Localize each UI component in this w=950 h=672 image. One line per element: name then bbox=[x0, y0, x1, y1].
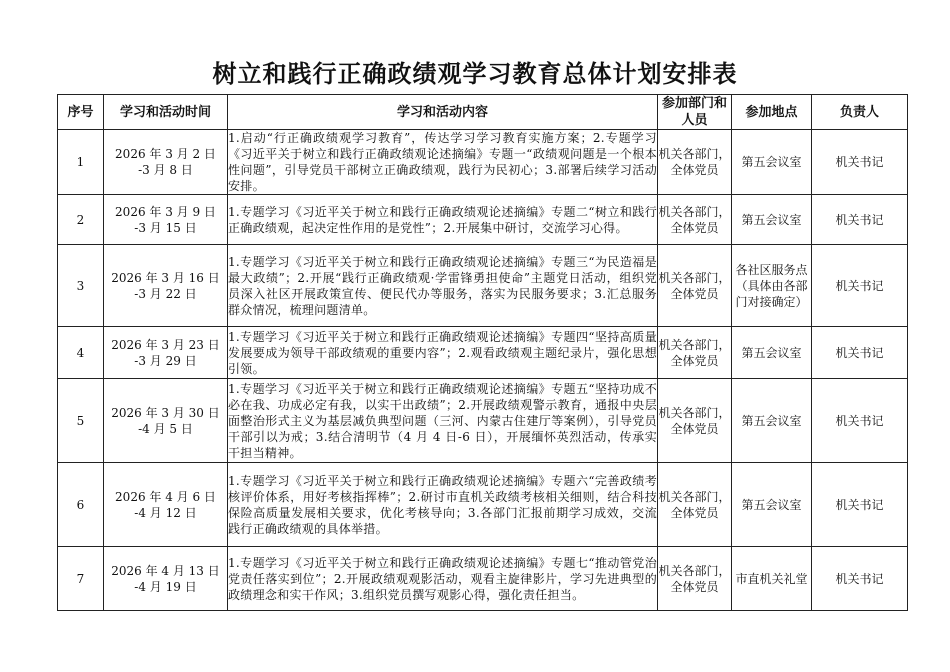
row-dept: 机关各部门，全体党员 bbox=[658, 245, 732, 327]
date-start: 2026 年 3 月 30 日 bbox=[111, 405, 220, 420]
header-place: 参加地点 bbox=[732, 95, 812, 130]
row-content: 1.专题学习《习近平关于树立和践行正确政绩观论述摘编》专题五“坚持功成不必在我、功成必定有我，以实干出政绩”；2.开展政绩观警示教育，通报中央层面整治形式主义为基层减负典型问题（三河、内蒙古住建厅等案例），引导党员干部引以为戒；3.结合清明节（4 月 4 日-6 日），开展缅怀英烈活动，传承实干担当精神。 bbox=[228, 379, 658, 463]
row-owner: 机关书记 bbox=[812, 130, 908, 195]
row-place: 第五会议室 bbox=[732, 195, 812, 245]
row-content: 1.专题学习《习近平关于树立和践行正确政绩观论述摘编》专题六“完善政绩考核评价体系，用好考核指挥棒”；2.研讨市直机关政绩考核相关细则，结合科技保险高质量发展相关要求，优化考核导向；3.各部门汇报前期学习成效，交流践行正确政绩观的具体举措。 bbox=[228, 463, 658, 547]
table-row bbox=[58, 379, 908, 463]
row-no: 1 bbox=[58, 130, 104, 195]
header-no: 序号 bbox=[58, 95, 104, 130]
header-dept: 参加部门和人员 bbox=[658, 95, 732, 130]
table-row bbox=[58, 195, 908, 245]
date-end: -3 月 15 日 bbox=[134, 220, 197, 235]
row-place: 第五会议室 bbox=[732, 379, 812, 463]
row-owner: 机关书记 bbox=[812, 463, 908, 547]
row-time bbox=[104, 130, 228, 195]
table-row bbox=[58, 245, 908, 327]
row-time bbox=[104, 547, 228, 611]
row-content: 1.专题学习《习近平关于树立和践行正确政绩观论述摘编》专题四“坚持高质量发展要成为领导干部政绩观的重要内容”；2.观看政绩观主题纪录片，强化思想引领。 bbox=[228, 327, 658, 379]
table-row bbox=[58, 327, 908, 379]
date-end: -4 月 19 日 bbox=[134, 579, 197, 594]
row-content: 1.专题学习《习近平关于树立和践行正确政绩观论述摘编》专题二“树立和践行正确政绩观，起决定性作用的是党性”；2.开展集中研讨，交流学习心得。 bbox=[228, 195, 658, 245]
date-start: 2026 年 3 月 2 日 bbox=[115, 147, 216, 161]
row-no: 2 bbox=[58, 195, 104, 245]
row-time bbox=[104, 195, 228, 245]
date-end: -4 月 12 日 bbox=[134, 505, 197, 520]
row-place: 市直机关礼堂 bbox=[732, 547, 812, 611]
row-owner: 机关书记 bbox=[812, 327, 908, 379]
row-dept: 机关各部门，全体党员 bbox=[658, 547, 732, 611]
row-time bbox=[104, 463, 228, 547]
table-row bbox=[58, 463, 908, 547]
row-dept: 机关各部门，全体党员 bbox=[658, 195, 732, 245]
row-place: 第五会议室 bbox=[732, 130, 812, 195]
date-start: 2026 年 3 月 9 日 bbox=[115, 204, 216, 219]
row-time bbox=[104, 379, 228, 463]
table-row bbox=[58, 130, 908, 195]
row-owner: 机关书记 bbox=[812, 547, 908, 611]
date-start: 2026 年 4 月 6 日 bbox=[115, 489, 216, 504]
row-place: 第五会议室 bbox=[732, 327, 812, 379]
table-header-row bbox=[58, 95, 908, 130]
page-title: 树立和践行正确政绩观学习教育总体计划安排表 bbox=[212, 59, 738, 88]
date-start: 2026 年 3 月 23 日 bbox=[111, 337, 220, 352]
row-no: 4 bbox=[58, 327, 104, 379]
row-no: 5 bbox=[58, 379, 104, 463]
row-time bbox=[104, 245, 228, 327]
row-place: 第五会议室 bbox=[732, 463, 812, 547]
row-owner: 机关书记 bbox=[812, 379, 908, 463]
date-end: -3 月 29 日 bbox=[134, 353, 197, 368]
row-place: 各社区服务点（具体由各部门对接确定） bbox=[732, 245, 812, 327]
row-dept: 机关各部门，全体党员 bbox=[658, 327, 732, 379]
date-end: -3 月 22 日 bbox=[134, 286, 197, 301]
row-dept: 机关各部门，全体党员 bbox=[658, 463, 732, 547]
header-content: 学习和活动内容 bbox=[228, 95, 658, 130]
date-end: -4 月 5 日 bbox=[138, 421, 193, 436]
header-time: 学习和活动时间 bbox=[104, 95, 228, 130]
row-dept: 机关各部门，全体党员 bbox=[658, 379, 732, 463]
plan-table bbox=[57, 94, 908, 611]
row-content: 1.启动“行正确政绩观学习教育”，传达学习学习教育实施方案；2.专题学习《习近平关于树立和践行正确政绩观论述摘编》专题一“政绩观问题是一个根本性问题”，引导党员干部树立正确政绩观，践行为民初心；3.部署后续学习活动安排。 bbox=[228, 131, 657, 193]
row-no: 6 bbox=[58, 463, 104, 547]
row-no: 7 bbox=[58, 547, 104, 611]
row-owner: 机关书记 bbox=[812, 195, 908, 245]
row-dept: 机关各部门，全体党员 bbox=[658, 130, 732, 195]
header-owner: 负责人 bbox=[812, 95, 908, 130]
row-no: 3 bbox=[58, 245, 104, 327]
date-end: -3 月 8 日 bbox=[138, 163, 193, 177]
date-start: 2026 年 3 月 16 日 bbox=[111, 270, 220, 285]
date-start: 2026 年 4 月 13 日 bbox=[111, 563, 220, 578]
table-row bbox=[58, 547, 908, 611]
row-content: 1.专题学习《习近平关于树立和践行正确政绩观论述摘编》专题三“为民造福是最大政绩”；2.开展“践行正确政绩观·学雷锋勇担使命”主题党日活动，组织党员深入社区开展政策宣传、便民代办等服务，落实为民服务要求；3.汇总服务群众情况，梳理问题清单。 bbox=[228, 245, 658, 327]
row-owner: 机关书记 bbox=[812, 245, 908, 327]
row-content: 1.专题学习《习近平关于树立和践行正确政绩观论述摘编》专题七“推动管党治党责任落实到位”；2.开展政绩观观影活动，观看主旋律影片，学习先进典型的政绩理念和实干作风；3.组织党员撰写观影心得，强化责任担当。 bbox=[228, 547, 658, 611]
row-time bbox=[104, 327, 228, 379]
